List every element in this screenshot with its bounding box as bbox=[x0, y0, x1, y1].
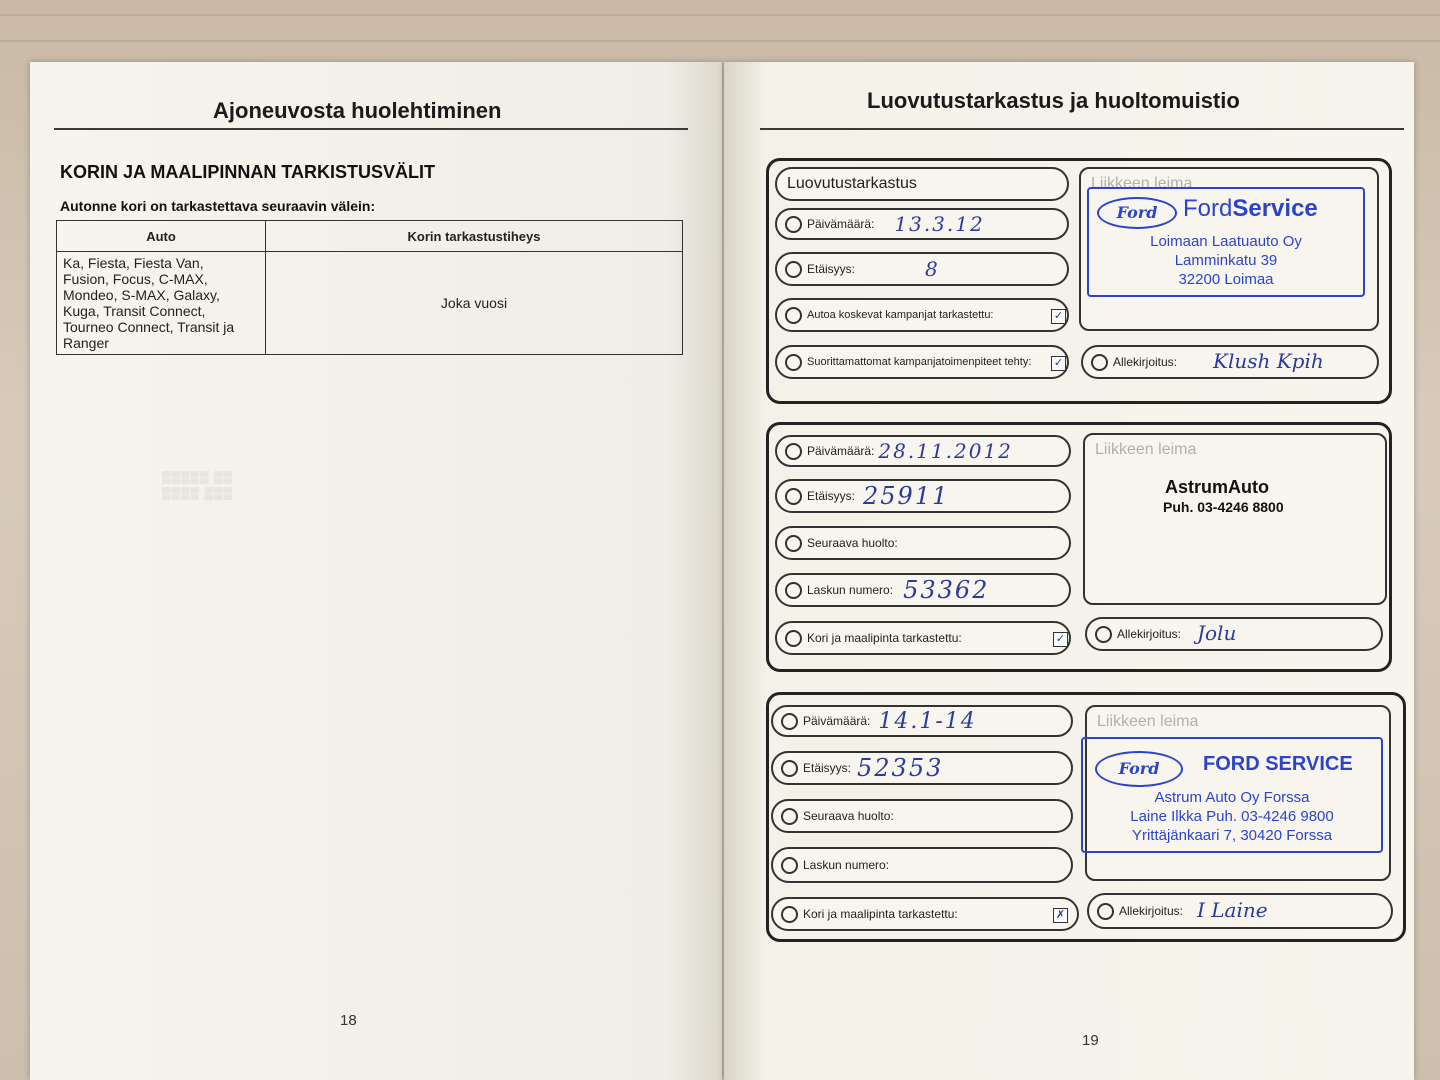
bullet-circle-icon bbox=[781, 808, 798, 825]
delivery-inspection-block bbox=[766, 158, 1392, 404]
next-service-label: Seuraava huolto: bbox=[807, 536, 898, 550]
section-subheading: Autonne kori on tarkastettava seuraavin välein: bbox=[60, 198, 376, 214]
table-row bbox=[57, 252, 683, 355]
date-value: 13.3.12 bbox=[894, 212, 985, 236]
invoice-label: Laskun numero: bbox=[807, 583, 894, 597]
invoice-field[interactable] bbox=[771, 847, 1073, 883]
service-record-block-1 bbox=[766, 422, 1392, 672]
distance-label: Etäisyys: bbox=[807, 489, 856, 503]
signature-label: Allekirjoitus: bbox=[1119, 904, 1184, 918]
car-model-line: Fusion, Focus, C-MAX, bbox=[63, 271, 208, 287]
car-model-line: Kuga, Transit Connect, bbox=[63, 303, 206, 319]
distance-value: 8 bbox=[925, 257, 940, 281]
date-label: Päivämäärä: bbox=[807, 217, 875, 231]
car-model-line: Mondeo, S-MAX, Galaxy, bbox=[63, 287, 220, 303]
stamp-label: Liikkeen leima bbox=[1095, 441, 1197, 458]
signature-value: I Laine bbox=[1197, 898, 1268, 922]
brand-bold: Service bbox=[1232, 195, 1318, 222]
right-page bbox=[724, 62, 1414, 1080]
distance-value: 25911 bbox=[863, 482, 950, 510]
dealer-stamp-area bbox=[1085, 705, 1391, 881]
bullet-circle-icon bbox=[785, 261, 802, 278]
stamp-line: Lamminkatu 39 bbox=[1174, 252, 1278, 269]
stamp-line: Yrittäjänkaari 7, 30420 Forssa bbox=[1131, 827, 1333, 844]
page-title: Ajoneuvosta huolehtiminen bbox=[213, 98, 502, 123]
pending-checkbox[interactable]: ✓ bbox=[1051, 356, 1066, 371]
delivery-inspection-heading bbox=[775, 167, 1069, 201]
bullet-circle-icon bbox=[785, 216, 802, 233]
campaigns-checkbox[interactable]: ✓ bbox=[1051, 309, 1066, 324]
table-header-row bbox=[57, 221, 683, 252]
invoice-value: 53362 bbox=[903, 576, 990, 604]
bullet-circle-icon bbox=[785, 535, 802, 552]
car-model-line: Ranger bbox=[63, 335, 109, 351]
ford-logo-icon: Ford bbox=[1095, 751, 1183, 787]
bullet-circle-icon bbox=[1091, 354, 1108, 371]
date-field[interactable] bbox=[775, 208, 1069, 240]
distance-field[interactable] bbox=[775, 479, 1071, 513]
page-title: Luovutustarkastus ja huoltomuistio bbox=[867, 88, 1240, 113]
body-inspection-label: Kori ja maalipinta tarkastettu: bbox=[807, 631, 962, 645]
signature-value: Jolu bbox=[1197, 621, 1237, 645]
body-inspection-checkbox[interactable]: ✓ bbox=[1053, 632, 1068, 647]
signature-value: Klush Kpih bbox=[1213, 349, 1324, 373]
date-field[interactable] bbox=[771, 705, 1073, 737]
bullet-circle-icon bbox=[781, 857, 798, 874]
bullet-circle-icon bbox=[1097, 903, 1114, 920]
service-record-block-2 bbox=[766, 692, 1406, 942]
section-heading: KORIN JA MAALIPINNAN TARKISTUSVÄLIT bbox=[60, 162, 435, 182]
ford-logo-icon: Ford bbox=[1097, 197, 1177, 229]
left-page bbox=[30, 62, 722, 1080]
body-inspection-field[interactable] bbox=[771, 897, 1079, 931]
title-rule bbox=[54, 128, 688, 130]
next-service-field[interactable] bbox=[771, 799, 1073, 833]
body-inspection-field[interactable] bbox=[775, 621, 1071, 655]
distance-field[interactable] bbox=[771, 751, 1073, 785]
bullet-circle-icon bbox=[785, 630, 802, 647]
brand-light: Ford bbox=[1183, 195, 1233, 222]
dealer-stamp-area bbox=[1083, 433, 1387, 605]
campaigns-label: Autoa koskevat kampanjat tarkastettu: bbox=[807, 309, 994, 321]
car-models-cell bbox=[57, 252, 266, 355]
date-label: Päivämäärä: bbox=[803, 714, 871, 728]
stamp-line: 32200 Loimaa bbox=[1178, 271, 1274, 288]
date-value: 28.11.2012 bbox=[878, 439, 1013, 463]
date-label: Päivämäärä: bbox=[807, 444, 875, 458]
date-value: 14.1-14 bbox=[878, 708, 977, 734]
campaigns-field[interactable] bbox=[775, 298, 1069, 332]
stamp-line: Loimaan Laatuauto Oy bbox=[1150, 233, 1302, 250]
bullet-circle-icon bbox=[781, 713, 798, 730]
bullet-circle-icon bbox=[781, 760, 798, 777]
stamp-title: FORD SERVICE bbox=[1203, 753, 1353, 775]
body-inspection-label: Kori ja maalipinta tarkastettu: bbox=[803, 907, 958, 921]
signature-field[interactable] bbox=[1081, 345, 1379, 379]
column-header: Korin tarkastustiheys bbox=[266, 221, 683, 252]
next-service-field[interactable] bbox=[775, 526, 1071, 560]
astrum-stamp-name: AstrumAuto bbox=[1165, 477, 1269, 497]
bullet-circle-icon bbox=[785, 582, 802, 599]
invoice-label: Laskun numero: bbox=[803, 858, 890, 872]
distance-label: Etäisyys: bbox=[803, 761, 852, 775]
bleed-through-text: ▒▒▒▒ ▒▒▒ bbox=[162, 486, 233, 500]
signature-label: Allekirjoitus: bbox=[1113, 355, 1178, 369]
title-rule bbox=[760, 128, 1404, 130]
bullet-circle-icon bbox=[785, 443, 802, 460]
bullet-circle-icon bbox=[781, 906, 798, 923]
stamp-label: Liikkeen leima bbox=[1097, 713, 1199, 730]
car-model-line: Ka, Fiesta, Fiesta Van, bbox=[63, 255, 204, 271]
bullet-circle-icon bbox=[785, 488, 802, 505]
pending-campaigns-field[interactable] bbox=[775, 345, 1069, 379]
ford-service-stamp bbox=[1081, 737, 1383, 853]
dealer-stamp-area bbox=[1079, 167, 1379, 331]
bullet-circle-icon bbox=[1095, 626, 1112, 643]
body-inspection-checkbox[interactable]: ✗ bbox=[1053, 908, 1068, 923]
distance-value: 52353 bbox=[857, 754, 944, 782]
frequency-cell: Joka vuosi bbox=[266, 252, 683, 355]
wood-grain bbox=[0, 14, 1440, 16]
distance-label: Etäisyys: bbox=[807, 262, 856, 276]
heading-text: Luovutustarkastus bbox=[787, 175, 917, 192]
ford-service-stamp bbox=[1087, 187, 1365, 297]
page-number: 19 bbox=[1082, 1032, 1099, 1049]
stamp-line: Astrum Auto Oy Forssa bbox=[1154, 789, 1310, 806]
pending-label: Suorittamattomat kampanjatoimenpiteet tehty: bbox=[807, 356, 1032, 368]
next-service-label: Seuraava huolto: bbox=[803, 809, 894, 823]
distance-field[interactable] bbox=[775, 252, 1069, 286]
page-number: 18 bbox=[340, 1012, 357, 1029]
inspection-interval-table bbox=[56, 220, 683, 355]
bleed-through-text: ▒▒▒▒▒ ▒▒ bbox=[162, 470, 233, 484]
stamp-line: Laine Ilkka Puh. 03-4246 9800 bbox=[1130, 808, 1334, 825]
signature-label: Allekirjoitus: bbox=[1117, 627, 1182, 641]
bullet-circle-icon bbox=[785, 354, 802, 371]
signature-field[interactable] bbox=[1087, 893, 1393, 929]
car-model-line: Tourneo Connect, Transit ja bbox=[63, 319, 235, 335]
column-header: Auto bbox=[57, 221, 266, 252]
date-field[interactable] bbox=[775, 435, 1071, 467]
bullet-circle-icon bbox=[785, 307, 802, 324]
signature-field[interactable] bbox=[1085, 617, 1383, 651]
astrum-stamp-phone: Puh. 03-4246 8800 bbox=[1163, 499, 1284, 515]
stamp-brand bbox=[1183, 195, 1318, 223]
stamp-label: Liikkeen leima bbox=[1091, 175, 1193, 192]
invoice-field[interactable] bbox=[775, 573, 1071, 607]
wood-grain bbox=[0, 40, 1440, 42]
